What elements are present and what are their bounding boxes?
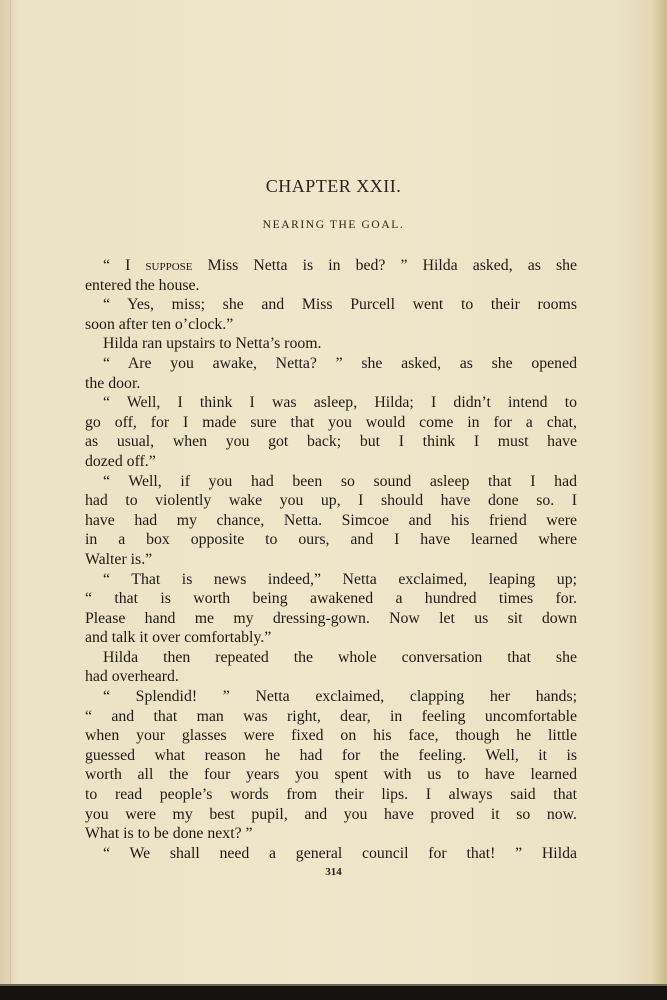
text-line (85, 256, 577, 276)
text-line: dozed off.” (85, 452, 156, 470)
text-line: “ Splendid! ” Netta exclaimed, clapping her hands; (103, 688, 577, 706)
text-line: Walter is.” (85, 550, 153, 568)
text-line: had overheard. (85, 668, 179, 686)
text-line: “ We shall need a general council for that! ” Hilda (103, 844, 577, 862)
text-line: Hilda ran upstairs to Netta’s room. (103, 335, 322, 353)
text-line: What is to be done next? ” (85, 825, 253, 843)
text-line: “ that is worth being awakened a hundred times for. (85, 590, 577, 608)
text-line: Please hand me my dressing-gown. Now let us sit down (85, 609, 577, 627)
page-number: 314 (325, 866, 342, 878)
text-line: and talk it over comfortably.” (85, 629, 272, 647)
chapter-subtitle: NEARING THE GOAL. (262, 219, 405, 231)
text-line: had to violently wake you up, I should have done so. I (85, 492, 577, 510)
first-line-prefix: “ I (103, 257, 146, 274)
text-line: “ Yes, miss; she and Miss Purcell went to their rooms (103, 296, 577, 314)
text-line: you were my best pupil, and you have proved it so now. (85, 805, 577, 823)
text-line: in a box opposite to ours, and I have learned where (85, 531, 577, 549)
text-line: go off, for I made sure that you would come in for a chat, (85, 413, 577, 431)
text-line: entered the house. (85, 276, 200, 294)
text-line: “ That is news indeed,” Netta exclaimed, leaping up; (103, 570, 577, 588)
text-line: as usual, when you got back; but I think I must have (85, 433, 577, 451)
text-line: “ Well, if you had been so sound asleep that I had (103, 472, 577, 490)
text-line: worth all the four years you spent with us to have learned (85, 766, 577, 784)
text-line: guessed what reason he had for the feeling. Well, it is (85, 746, 577, 764)
text-line: Hilda then repeated the whole conversation that she (103, 648, 577, 666)
chapter-title: CHAPTER XXII. (265, 176, 402, 196)
first-word-smallcaps: suppose (145, 257, 193, 274)
text-line: soon after ten o’clock.” (85, 315, 234, 333)
first-line-rest: Miss Netta is in bed? ” Hilda asked, as she (192, 257, 577, 274)
chapter-body (85, 256, 577, 863)
scan-bottom-border (0, 986, 667, 1000)
text-line: the door. (85, 374, 141, 392)
text-line: “ Well, I think I was asleep, Hilda; I didn’t intend to (103, 394, 577, 412)
text-line: have had my chance, Netta. Simcoe and his friend were (85, 511, 577, 529)
page-fold-shadow (10, 0, 11, 1000)
page-edge-shadow (651, 0, 667, 1000)
text-line: when your glasses were fixed on his face, though he little (85, 727, 577, 745)
text-line: to read people’s words from their lips. I always said that (85, 786, 577, 804)
text-line: “ and that man was right, dear, in feeling uncomfortable (85, 707, 577, 725)
text-line: “ Are you awake, Netta? ” she asked, as she opened (103, 354, 577, 372)
